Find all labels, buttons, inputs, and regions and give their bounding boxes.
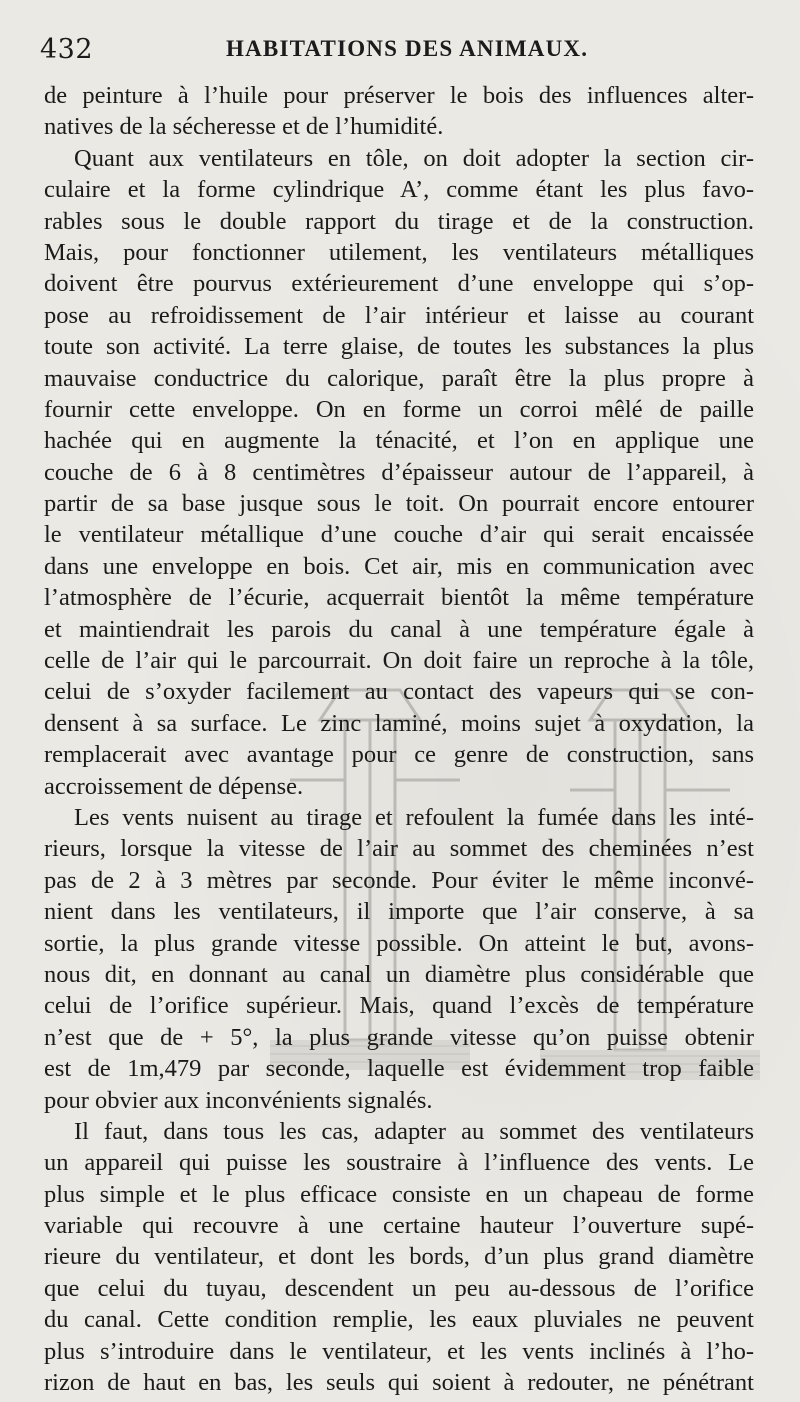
text-line: sortie, la plus grande vitesse possible. On atteint le but, avons- — [44, 929, 754, 957]
text-line: Mais, pour fonctionner utilement, les ventilateurs métalliques — [44, 238, 754, 266]
text-line: nient dans les ventilateurs, il importe que l’air conserve, à sa — [44, 898, 754, 926]
text-line: remplacerait avec avantage pour ce genre de construction, sans — [44, 741, 754, 769]
text-line: celui de s’oxyder facilement au contact des vapeurs qui se con- — [44, 678, 754, 706]
text-line: rizon de haut en bas, les seuls qui soient à redouter, ne pénétrant — [44, 1369, 754, 1397]
text-line: rieure du ventilateur, et dont les bords, d’un plus grand diamètre — [44, 1243, 754, 1271]
body-text — [44, 80, 754, 1398]
text-line: pose au refroidissement de l’air intérieur et laisse au courant — [44, 301, 754, 329]
text-line: Les vents nuisent au tirage et refoulent la fumée dans les inté- — [74, 803, 754, 831]
text-line: n’est que de + 5°, la plus grande vitesse qu’on puisse obtenir — [44, 1023, 754, 1051]
text-line: couche de 6 à 8 centimètres d’épaisseur autour de l’appareil, à — [44, 458, 754, 486]
text-line: celui de l’orifice supérieur. Mais, quand l’excès de température — [44, 992, 754, 1020]
text-line: de peinture à l’huile pour préserver le bois des influences alter- — [44, 82, 754, 109]
text-line: natives de la sécheresse et de l’humidité. — [44, 113, 444, 141]
text-line: densent à sa surface. Le zinc laminé, moins sujet à oxydation, la — [44, 709, 754, 737]
text-line: accroissement de dépense. — [44, 772, 304, 800]
text-line: rables sous le double rapport du tirage et de la construction. — [44, 207, 754, 235]
text-line: que celui du tuyau, descendent un peu au-dessous de l’orifice — [44, 1274, 754, 1302]
text-line: un appareil qui puisse les soustraire à l’influence des vents. Le — [44, 1149, 754, 1177]
text-line: rieurs, lorsque la vitesse de l’air au sommet des cheminées n’est — [44, 835, 754, 863]
text-line: plus simple et le plus efficace consiste en un chapeau de forme — [44, 1180, 754, 1208]
text-line: culaire et la forme cylindrique A’, comme étant les plus favo- — [44, 176, 754, 204]
text-line: doivent être pourvus extérieurement d’une enveloppe qui s’op- — [44, 270, 754, 298]
text-line: le ventilateur métallique d’une couche d’air qui serait encaissée — [44, 521, 754, 549]
text-line: nous dit, en donnant au canal un diamètre plus considérable que — [44, 960, 754, 988]
text-line: du canal. Cette condition remplie, les eaux pluviales ne peuvent — [44, 1306, 754, 1334]
text-line: Quant aux ventilateurs en tôle, on doit adopter la section cir- — [74, 144, 754, 172]
text-line: variable qui recouvre à une certaine hauteur l’ouverture supé- — [44, 1212, 754, 1240]
page-header — [40, 34, 756, 74]
text-line: Il faut, dans tous les cas, adapter au sommet des ventilateurs — [74, 1117, 754, 1145]
page-number: 432 — [40, 34, 94, 65]
running-head: HABITATIONS DES ANIMAUX. — [226, 36, 589, 61]
text-line: est de 1m,479 par seconde, laquelle est évidemment trop faible — [44, 1055, 754, 1083]
text-line: toute son activité. La terre glaise, de toutes les substances la plus — [44, 333, 754, 361]
text-line: celle de l’air qui le parcourrait. On doit faire un reproche à la tôle, — [44, 647, 754, 675]
text-line: dans une enveloppe en bois. Cet air, mis en communication avec — [44, 552, 754, 580]
text-line: l’atmosphère de l’écurie, acquerrait bientôt la même température — [44, 584, 754, 612]
text-line: fournir cette enveloppe. On en forme un corroi mêlé de paille — [44, 395, 754, 423]
text-line: pas de 2 à 3 mètres par seconde. Pour éviter le même inconvé- — [44, 866, 754, 894]
text-line: mauvaise conductrice du calorique, paraît être la plus propre à — [44, 364, 754, 392]
text-line: pour obvier aux inconvénients signalés. — [44, 1086, 433, 1114]
text-line: hachée qui en augmente la ténacité, et l’on en applique une — [44, 427, 754, 455]
text-line: plus s’introduire dans le ventilateur, et les vents inclinés à l’ho- — [44, 1337, 754, 1365]
text-line: partir de sa base jusque sous le toit. On pourrait encore entourer — [44, 490, 754, 518]
text-line: et maintiendrait les parois du canal à une température égale à — [44, 615, 754, 643]
